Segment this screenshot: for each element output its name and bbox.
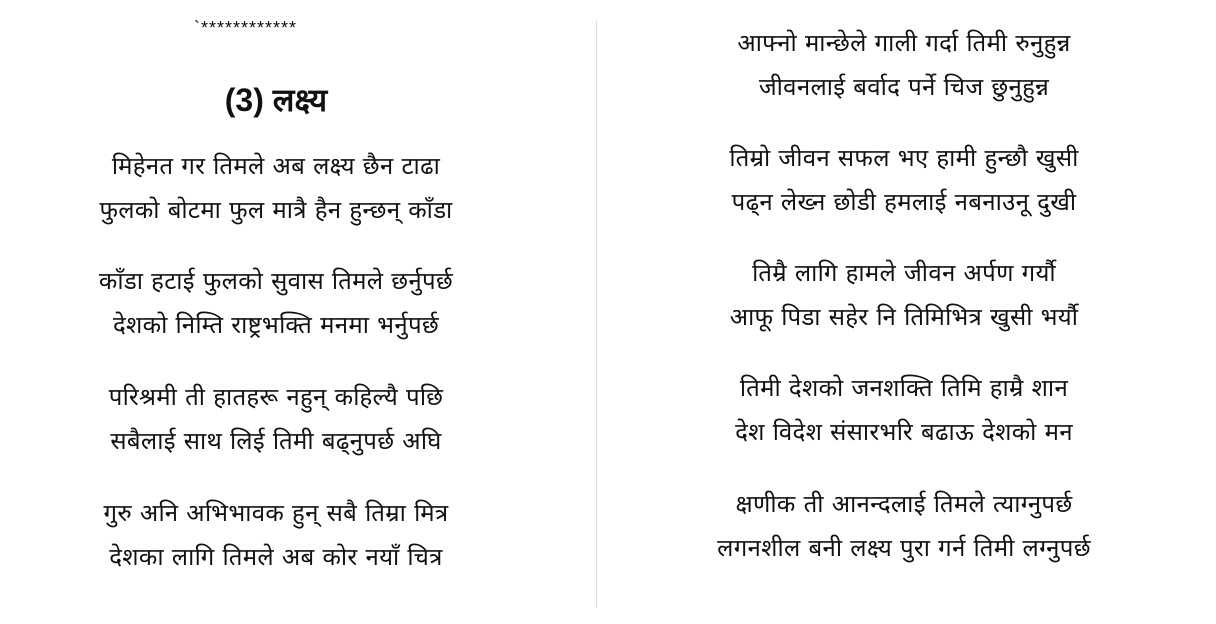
right-column [598,0,1216,624]
stanza-left-2 [0,259,552,347]
verse-line: मिहेनत गर तिमले अब लक्ष्य छैन टाढा [111,152,441,180]
verse-line: आफू पिडा सहेर नि तिमिभित्र खुसी भर्यौ [729,303,1079,331]
stanza-left-1 [0,144,552,232]
verse-line: आफ्नो मान्छेले गाली गर्दा तिमी रुनुहुन्न [737,29,1071,57]
verse-line: देश विदेश संसारभरि बढाऊ देशको मन [735,418,1073,446]
verse-line: गुरु अनि अभिभावक हुन् सबै तिम्रा मित्र [103,499,449,527]
verse-line: तिमी देशको जनशक्ति तिमि हाम्रै शान [739,374,1069,402]
verse-line: देशका लागि तिमले अब कोर नयाँ चित्र [109,543,443,571]
stanza-right-3 [586,251,1216,339]
decorative-stars: `************ [194,18,298,38]
stanza-right-1 [586,21,1216,109]
stanza-right-4 [586,366,1216,454]
verse-line: फुलको बोटमा फुल मात्रै हैन हुन्छन् काँडा [99,196,453,224]
verse-line: परिश्रमी ती हातहरू नहुन् कहिल्यै पछि [108,383,444,411]
stanza-left-4 [0,491,552,579]
verse-line: लगनशील बनी लक्ष्य पुरा गर्न तिमी लग्नुपर्छ [717,534,1091,562]
verse-line: सबैलाई साथ लिई तिमी बढ्नुपर्छ अघि [110,427,442,455]
stanza-right-2 [586,136,1216,224]
verse-line: जीवनलाई बर्वाद पर्ने चिज छुनुहुन्न [758,73,1050,101]
verse-line: तिम्रै लागि हामले जीवन अर्पण गर्यौ [752,259,1056,287]
left-column [0,0,596,624]
verse-line: देशको निम्ति राष्ट्रभक्ति मनमा भर्नुपर्छ [112,311,440,339]
stanza-right-5 [586,482,1216,570]
verse-line: तिम्रो जीवन सफल भए हामी हुन्छौ खुसी [729,144,1079,172]
verse-line: क्षणीक ती आनन्दलाई तिमले त्याग्नुपर्छ [735,490,1073,518]
stanza-left-3 [0,375,552,463]
verse-line: काँडा हटाई फुलको सुवास तिमले छर्नुपर्छ [98,267,454,295]
poem-title: (3) लक्ष्य [224,82,328,118]
verse-line: पढ्न लेख्न छोडी हमलाई नबनाउनू दुखी [731,188,1077,216]
